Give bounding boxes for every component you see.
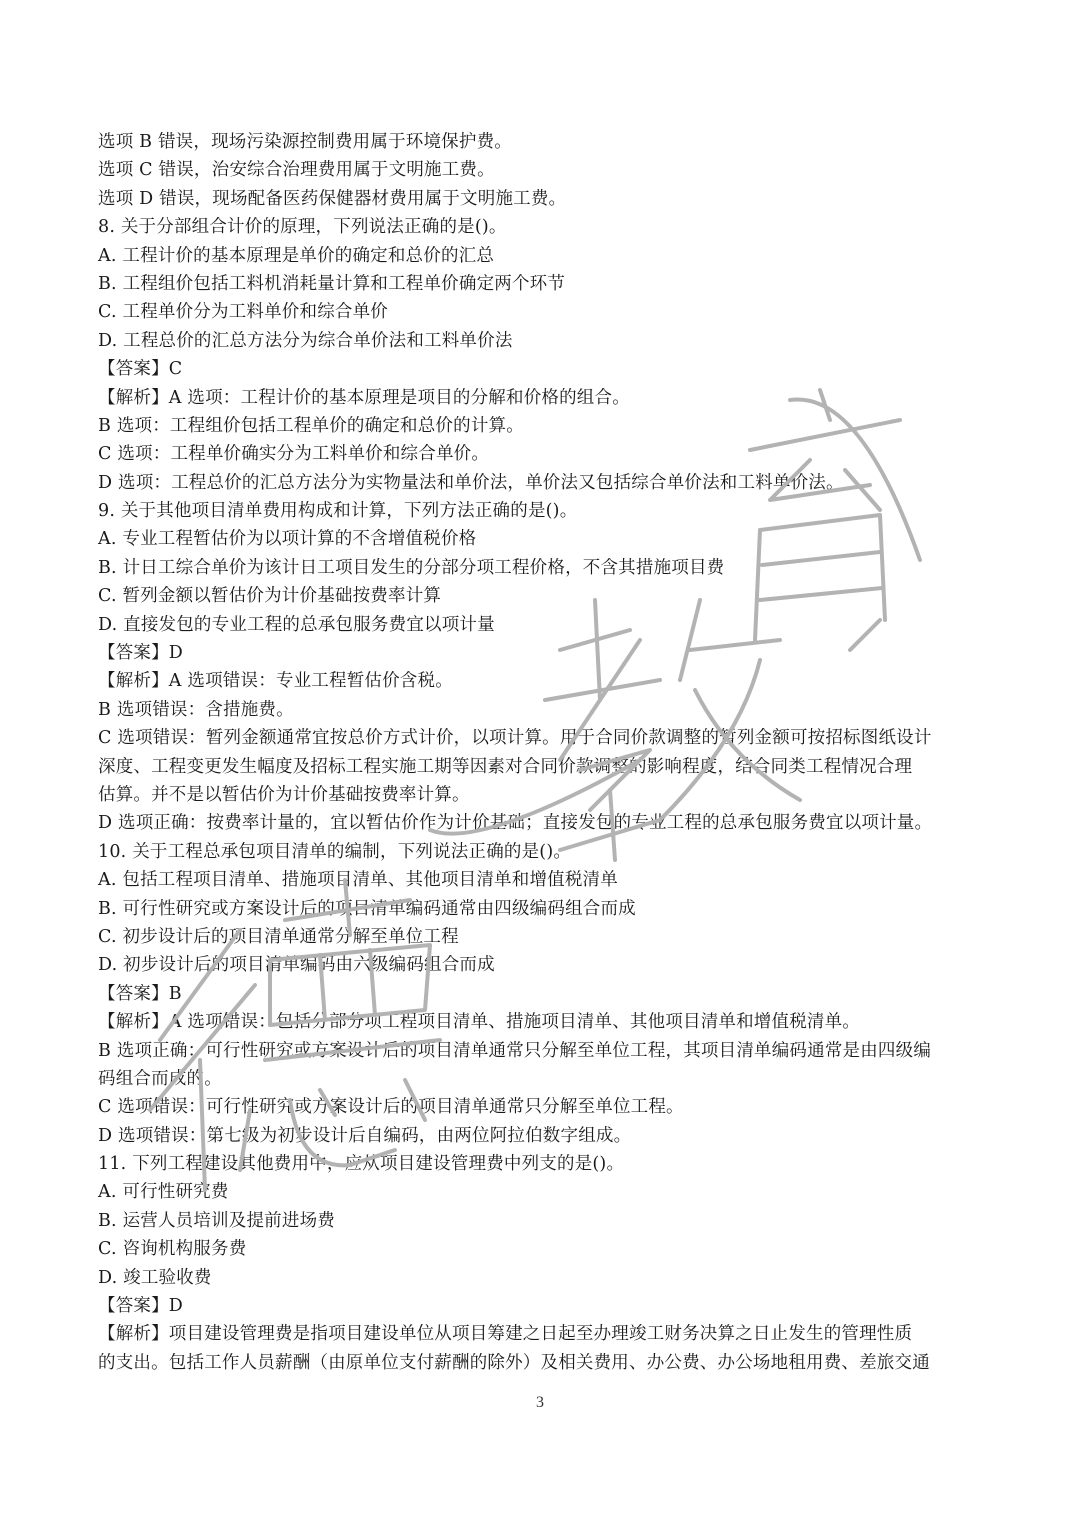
option-line: B. 运营人员培训及提前进场费 [98, 1210, 335, 1231]
option-line: C. 咨询机构服务费 [98, 1239, 247, 1260]
analysis-line: 【解析】A 选项：工程计价的基本原理是项目的分解和价格的组合。 [98, 387, 630, 408]
option-line: B. 计日工综合单价为该计日工项目发生的分部分项工程价格，不含其措施项目费 [98, 557, 725, 578]
analysis-line: 【解析】A 选项错误：包括分部分项工程项目清单、措施项目清单、其他项目清单和增值税清单。 [98, 1012, 860, 1033]
option-line: D. 竣工验收费 [98, 1267, 212, 1288]
option-line: C. 初步设计后的项目清单通常分解至单位工程 [98, 926, 459, 947]
question-stem: 9. 关于其他项目清单费用构成和计算，下列方法正确的是()。 [98, 501, 578, 522]
option-line: C. 暂列金额以暂估价为计价基础按费率计算 [98, 586, 442, 607]
option-line: C. 工程单价分为工料单价和综合单价 [98, 302, 388, 323]
analysis-line: D 选项错误：第七级为初步设计后自编码，由两位阿拉伯数字组成。 [98, 1125, 632, 1146]
option-line: B. 可行性研究或方案设计后的项目清单编码通常由四级编码组合而成 [98, 898, 636, 919]
analysis-line: C 选项错误：暂列金额通常宜按总价方式计价，以项计算。用于合同价款调整的暂列金额可按招标图纸设计 [98, 728, 932, 749]
analysis-line: B 选项错误：含措施费。 [98, 699, 294, 720]
analysis-line: B 选项正确：可行性研究或方案设计后的项目清单通常只分解至单位工程，其项目清单编码通常是由四级编 [98, 1040, 932, 1061]
analysis-line: 【解析】项目建设管理费是指项目建设单位从项目筹建之日起至办理竣工财务决算之日止发生的管理性质 [98, 1324, 913, 1345]
analysis-line: 深度、工程变更发生幅度及招标工程实施工期等因素对合同价款调整的影响程度，结合同类工程情况合理 [98, 756, 913, 777]
question-stem: 10. 关于工程总承包项目清单的编制，下列说法正确的是()。 [98, 841, 572, 862]
answer-line: 【答案】B [98, 983, 182, 1004]
option-line: D. 工程总价的汇总方法分为综合单价法和工料单价法 [98, 330, 513, 351]
analysis-line: C 选项：工程单价确实分为工料单价和综合单价。 [98, 444, 490, 465]
analysis-line: D 选项：工程总价的汇总方法分为实物量法和单价法，单价法又包括综合单价法和工料单价法。 [98, 472, 844, 493]
answer-line: 【答案】D [98, 643, 184, 664]
analysis-line: 的支出。包括工作人员薪酬（由原单位支付薪酬的除外）及相关费用、办公费、办公场地租用费、差旅交通 [98, 1352, 930, 1373]
option-line: A. 工程计价的基本原理是单价的确定和总价的汇总 [98, 245, 495, 266]
question-stem: 11. 下列工程建设其他费用中，应从项目建设管理费中列支的是()。 [98, 1154, 625, 1175]
option-line: B. 工程组价包括工料机消耗量计算和工程单价确定两个环节 [98, 273, 566, 294]
answer-line: 【答案】C [98, 359, 183, 380]
text-line: 选项 B 错误，现场污染源控制费用属于环境保护费。 [98, 132, 512, 152]
analysis-line: B 选项：工程组价包括工程单价的确定和总价的计算。 [98, 415, 524, 436]
page-number: 3 [536, 1394, 544, 1411]
text-line: 选项 C 错误，治安综合治理费用属于文明施工费。 [98, 160, 495, 181]
analysis-line: 【解析】A 选项错误：专业工程暂估价含税。 [98, 671, 453, 692]
option-line: D. 直接发包的专业工程的总承包服务费宜以项计量 [98, 614, 495, 635]
answer-line: 【答案】D [98, 1296, 184, 1317]
option-line: A. 包括工程项目清单、措施项目清单、其他项目清单和增值税清单 [98, 870, 618, 891]
analysis-line: C 选项错误：可行性研究或方案设计后的项目清单通常只分解至单位工程。 [98, 1097, 684, 1118]
question-stem: 8. 关于分部组合计价的原理，下列说法正确的是()。 [98, 217, 507, 238]
page-content [98, 128, 988, 1377]
text-line: 选项 D 错误，现场配备医药保健器材费用属于文明施工费。 [98, 188, 567, 209]
option-line: A. 可行性研究费 [98, 1182, 229, 1203]
analysis-line: 码组合而成的。 [98, 1068, 222, 1089]
analysis-line: 估算。并不是以暂估价为计价基础按费率计算。 [98, 784, 470, 805]
analysis-line: D 选项正确：按费率计量的，宜以暂估价作为计价基础；直接发包的专业工程的总承包服务费宜以项计量。 [98, 813, 933, 834]
option-line: A. 专业工程暂估价为以项计算的不含增值税价格 [98, 529, 477, 550]
option-line: D. 初步设计后的项目清单编码由六级编码组合而成 [98, 955, 495, 976]
